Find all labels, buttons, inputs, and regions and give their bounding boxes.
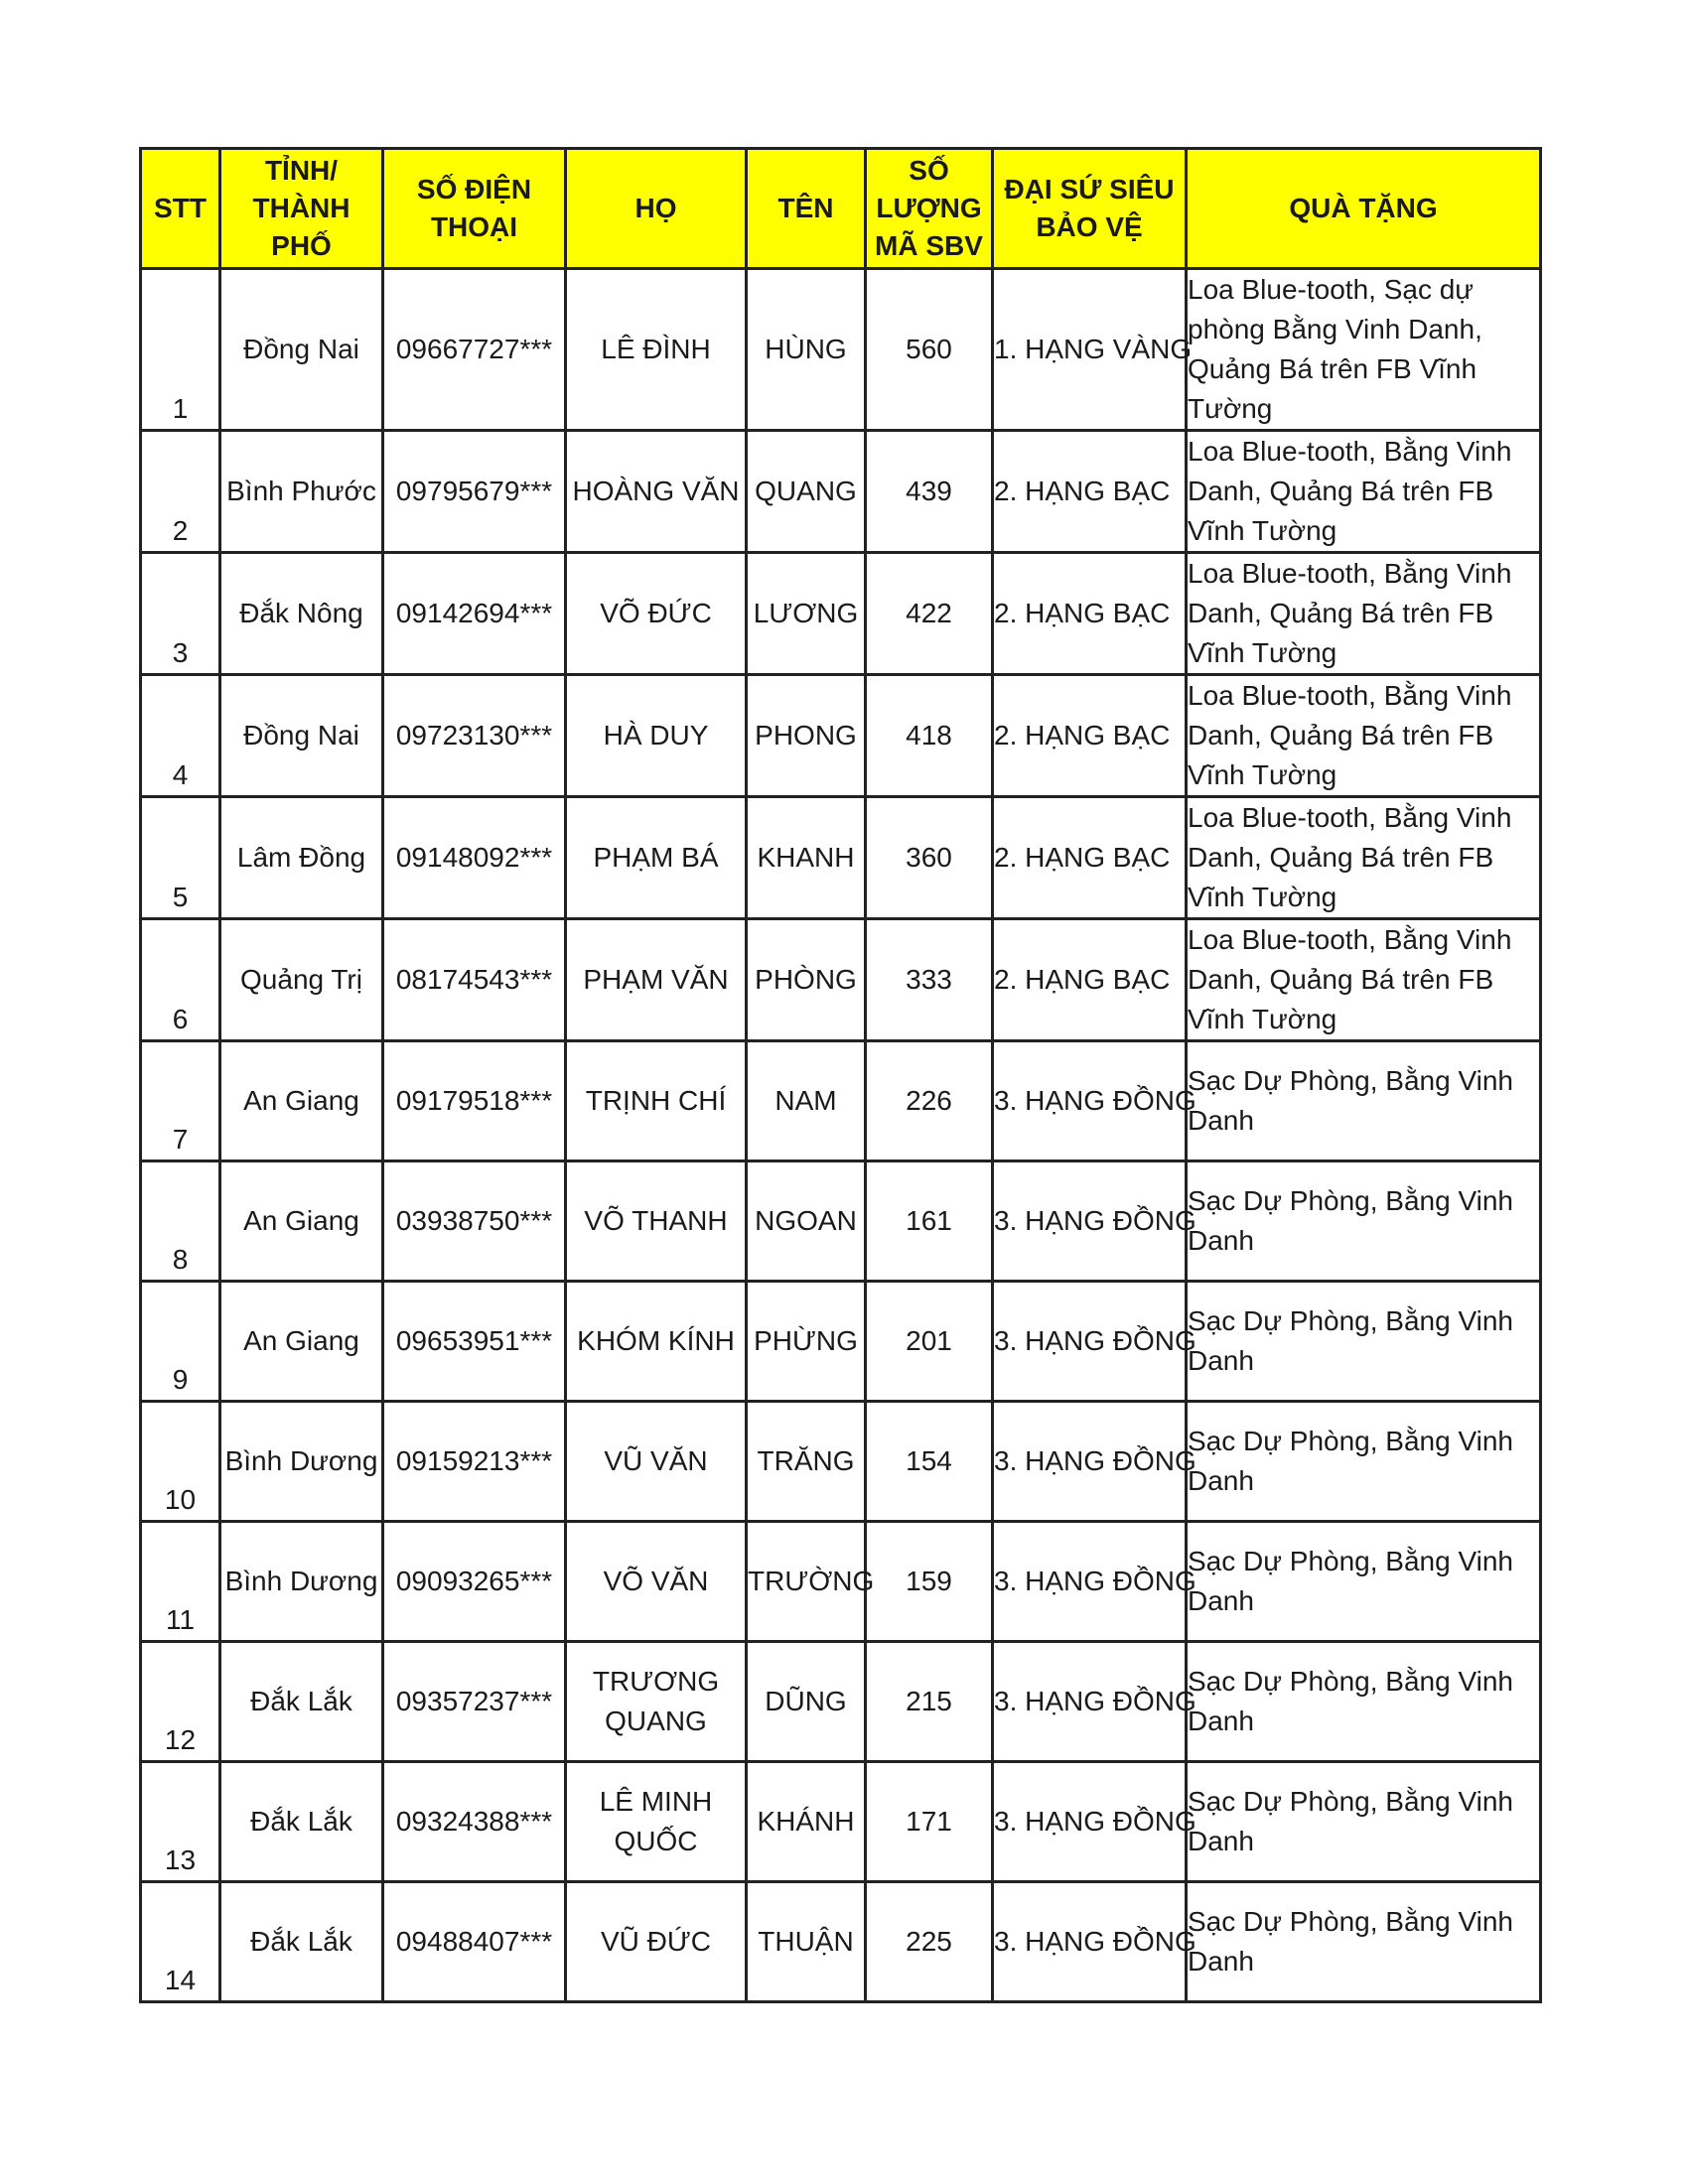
cell-ambassador-rank: 3. HẠNG ĐỒNG [993,1762,1187,1882]
cell-ambassador-rank: 3. HẠNG ĐỒNG [993,1402,1187,1522]
table-row [141,431,1541,553]
table-header [141,149,1541,269]
cell-province: Lâm Đồng [220,797,383,919]
cell-gift: Loa Blue-tooth, Bằng Vinh Danh, Quảng Bá trên FB Vĩnh Tường [1187,797,1541,919]
cell-last-name: HÀ DUY [566,675,747,797]
cell-gift: Loa Blue-tooth, Sạc dự phòng Bằng Vinh Danh, Quảng Bá trên FB Vĩnh Tường [1187,269,1541,431]
cell-first-name: PHÒNG [747,919,866,1041]
cell-code-count: 422 [866,553,993,675]
cell-phone: 09324388*** [383,1762,566,1882]
cell-first-name: PHỪNG [747,1282,866,1402]
cell-phone: 09093265*** [383,1522,566,1642]
winners-table [139,147,1542,2003]
header-stt: STT [141,149,220,269]
cell-gift: Sạc Dự Phòng, Bằng Vinh Danh [1187,1882,1541,2002]
cell-first-name: NGOAN [747,1161,866,1282]
table-row [141,919,1541,1041]
cell-ambassador-rank: 2. HẠNG BẠC [993,919,1187,1041]
cell-stt: 13 [141,1762,220,1882]
cell-code-count: 225 [866,1882,993,2002]
winners-sheet [139,147,1542,2003]
cell-ambassador-rank: 1. HẠNG VÀNG [993,269,1187,431]
cell-gift: Loa Blue-tooth, Bằng Vinh Danh, Quảng Bá trên FB Vĩnh Tường [1187,553,1541,675]
cell-first-name: DŨNG [747,1642,866,1762]
cell-gift: Sạc Dự Phòng, Bằng Vinh Danh [1187,1402,1541,1522]
cell-phone: 09795679*** [383,431,566,553]
cell-ambassador-rank: 2. HẠNG BẠC [993,431,1187,553]
cell-gift: Loa Blue-tooth, Bằng Vinh Danh, Quảng Bá trên FB Vĩnh Tường [1187,675,1541,797]
table-row [141,1041,1541,1161]
cell-last-name: PHẠM BÁ [566,797,747,919]
cell-code-count: 418 [866,675,993,797]
cell-first-name: TRƯỜNG [747,1522,866,1642]
header-gift: QUÀ TẶNG [1187,149,1541,269]
cell-gift: Sạc Dự Phòng, Bằng Vinh Danh [1187,1642,1541,1762]
table-row [141,553,1541,675]
cell-code-count: 333 [866,919,993,1041]
cell-stt: 1 [141,269,220,431]
cell-first-name: HÙNG [747,269,866,431]
cell-phone: 09148092*** [383,797,566,919]
cell-province: An Giang [220,1282,383,1402]
cell-province: An Giang [220,1041,383,1161]
cell-first-name: NAM [747,1041,866,1161]
cell-province: Bình Dương [220,1402,383,1522]
table-row [141,1762,1541,1882]
cell-code-count: 439 [866,431,993,553]
cell-stt: 2 [141,431,220,553]
cell-stt: 12 [141,1642,220,1762]
cell-province: Đồng Nai [220,269,383,431]
cell-first-name: QUANG [747,431,866,553]
cell-province: Quảng Trị [220,919,383,1041]
cell-phone: 09723130*** [383,675,566,797]
cell-last-name: KHÓM KÍNH [566,1282,747,1402]
table-row [141,269,1541,431]
cell-stt: 11 [141,1522,220,1642]
header-province: TỈNH/ THÀNH PHỐ [220,149,383,269]
cell-province: Đồng Nai [220,675,383,797]
header-ambassador: ĐẠI SỨ SIÊU BẢO VỆ [993,149,1187,269]
cell-stt: 5 [141,797,220,919]
table-row [141,675,1541,797]
cell-phone: 09653951*** [383,1282,566,1402]
cell-stt: 8 [141,1161,220,1282]
cell-code-count: 154 [866,1402,993,1522]
cell-code-count: 159 [866,1522,993,1642]
header-code-count: SỐ LƯỢNG MÃ SBV [866,149,993,269]
cell-stt: 7 [141,1041,220,1161]
cell-gift: Sạc Dự Phòng, Bằng Vinh Danh [1187,1282,1541,1402]
table-row [141,1642,1541,1762]
cell-last-name: VÕ ĐỨC [566,553,747,675]
header-row [141,149,1541,269]
cell-code-count: 171 [866,1762,993,1882]
cell-ambassador-rank: 2. HẠNG BẠC [993,553,1187,675]
cell-last-name: VÕ THANH [566,1161,747,1282]
cell-stt: 4 [141,675,220,797]
cell-phone: 09159213*** [383,1402,566,1522]
cell-first-name: LƯƠNG [747,553,866,675]
cell-last-name: VŨ ĐỨC [566,1882,747,2002]
cell-ambassador-rank: 3. HẠNG ĐỒNG [993,1522,1187,1642]
cell-ambassador-rank: 3. HẠNG ĐỒNG [993,1161,1187,1282]
cell-province: Đắk Lắk [220,1882,383,2002]
cell-gift: Sạc Dự Phòng, Bằng Vinh Danh [1187,1161,1541,1282]
cell-code-count: 226 [866,1041,993,1161]
cell-last-name: VŨ VĂN [566,1402,747,1522]
cell-first-name: KHÁNH [747,1762,866,1882]
header-last-name: HỌ [566,149,747,269]
cell-code-count: 201 [866,1282,993,1402]
cell-stt: 10 [141,1402,220,1522]
cell-phone: 09488407*** [383,1882,566,2002]
header-first-name: TÊN [747,149,866,269]
cell-first-name: THUẬN [747,1882,866,2002]
cell-phone: 09142694*** [383,553,566,675]
cell-phone: 08174543*** [383,919,566,1041]
cell-phone: 03938750*** [383,1161,566,1282]
cell-last-name: VÕ VĂN [566,1522,747,1642]
header-phone: SỐ ĐIỆN THOẠI [383,149,566,269]
cell-code-count: 360 [866,797,993,919]
cell-ambassador-rank: 2. HẠNG BẠC [993,797,1187,919]
cell-province: Đắk Lắk [220,1642,383,1762]
cell-phone: 09357237*** [383,1642,566,1762]
cell-stt: 3 [141,553,220,675]
cell-first-name: PHONG [747,675,866,797]
cell-stt: 9 [141,1282,220,1402]
cell-ambassador-rank: 3. HẠNG ĐỒNG [993,1642,1187,1762]
table-row [141,797,1541,919]
cell-phone: 09667727*** [383,269,566,431]
cell-ambassador-rank: 3. HẠNG ĐỒNG [993,1282,1187,1402]
table-row [141,1882,1541,2002]
cell-province: Bình Phước [220,431,383,553]
cell-last-name: TRƯƠNG QUANG [566,1642,747,1762]
cell-ambassador-rank: 3. HẠNG ĐỒNG [993,1041,1187,1161]
cell-gift: Sạc Dự Phòng, Bằng Vinh Danh [1187,1762,1541,1882]
cell-code-count: 161 [866,1161,993,1282]
cell-gift: Loa Blue-tooth, Bằng Vinh Danh, Quảng Bá trên FB Vĩnh Tường [1187,919,1541,1041]
table-body [141,269,1541,2002]
cell-code-count: 560 [866,269,993,431]
cell-last-name: PHẠM VĂN [566,919,747,1041]
cell-gift: Loa Blue-tooth, Bằng Vinh Danh, Quảng Bá trên FB Vĩnh Tường [1187,431,1541,553]
cell-province: An Giang [220,1161,383,1282]
table-row [141,1402,1541,1522]
cell-stt: 6 [141,919,220,1041]
cell-last-name: TRỊNH CHÍ [566,1041,747,1161]
cell-first-name: TRĂNG [747,1402,866,1522]
cell-gift: Sạc Dự Phòng, Bằng Vinh Danh [1187,1041,1541,1161]
cell-last-name: LÊ ĐÌNH [566,269,747,431]
cell-code-count: 215 [866,1642,993,1762]
cell-stt: 14 [141,1882,220,2002]
cell-gift: Sạc Dự Phòng, Bằng Vinh Danh [1187,1522,1541,1642]
cell-ambassador-rank: 2. HẠNG BẠC [993,675,1187,797]
cell-first-name: KHANH [747,797,866,919]
cell-last-name: HOÀNG VĂN [566,431,747,553]
table-row [141,1161,1541,1282]
cell-ambassador-rank: 3. HẠNG ĐỒNG [993,1882,1187,2002]
cell-phone: 09179518*** [383,1041,566,1161]
table-row [141,1522,1541,1642]
cell-province: Bình Dương [220,1522,383,1642]
cell-province: Đắk Lắk [220,1762,383,1882]
cell-last-name: LÊ MINH QUỐC [566,1762,747,1882]
table-row [141,1282,1541,1402]
cell-province: Đắk Nông [220,553,383,675]
